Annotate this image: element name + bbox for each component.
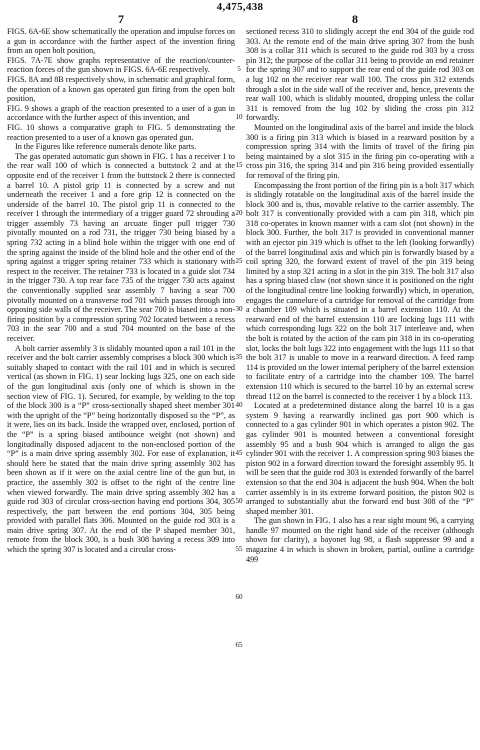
line-number: 5 <box>237 65 241 74</box>
line-number: 35 <box>235 353 243 362</box>
paragraph: FIG. 10 shows a comparative graph to FIG. 5 demonstrating the reaction presented to a user of a known gas operated gun. <box>7 122 235 142</box>
paragraph: FIG. 9 shows a graph of the reaction presented to a user of a gun in accordance with the further aspect of this invention, and <box>7 103 235 123</box>
paragraph: sectioned recess 310 to slidingly accept the end 304 of the guide rod 303. At the remote end of the main drive spring 307 from the bush 308 is a collar 311 which is secured to the guide rod 303 by a cross pin 312; the purpose of the collar 311 being to provide an end retainer for the spring 307 and to support the rear end of the guide rod 303 on a lug 102 on the receiver rear wall 100. The cross pin 312 extends through a slot in the side wall of the receiver and, hence, prevents the rear wall 100, which is slidably mounted, dropping unless the collar 311 is removed from the lug 102 by sliding the cross pin 312 forwardly. <box>246 27 474 123</box>
line-number: 45 <box>235 449 243 458</box>
line-number: 65 <box>235 641 243 650</box>
left-text-column <box>7 27 235 555</box>
page-number-left: 7 <box>118 12 124 26</box>
paragraph: In the Figures like reference numerals denote like parts. <box>15 142 197 152</box>
page-number-right: 8 <box>352 12 358 26</box>
paragraph: Mounted on the longitudinal axis of the barrel and inside the block 300 is a firing pin 313 which is biased in a rearward position by a compression spring 314 with the limits of travel of the firing pin being maintained by a slot 315 in the firing pin co-operating with a cross pin 316, the spring 314 and pin 316 being provided essentially for removal of the firing pin. <box>246 122 474 180</box>
paragraph: Located at a predetermined distance along the barrel 10 is a gas system 9 having a rearwardly inclined gas port 900 which is connected to a gas cylinder 901 in which operates a piston 902. The gas cylinder 901 is mounted between a conventional foresight assembly 95 and a bush 904 which is arranged to align the gas cylinder 901 with the receiver 1. A compression spring 903 biases the piston 902 in a forward direction toward the foresight assembly 95. It will be seen that the guide rod 303 is extended forwardly of the barrel extension so that the end 304 is adjacent the bush 904. When the bolt carrier assembly is in its extreme forward position, the piston 902 is arranged to substantially abut the forward end bust 308 of the “P” shaped member 301. <box>246 401 474 516</box>
right-text-column <box>246 27 474 564</box>
line-number: 20 <box>235 209 243 218</box>
line-number: 25 <box>235 257 243 266</box>
line-number: 60 <box>235 593 243 602</box>
line-number: 40 <box>235 401 243 410</box>
paragraph: FIGS. 7A-7E show graphs representative of the reaction/counter-reaction forces of the gun shown in FIGS. 6A-6E respectively. <box>7 55 235 75</box>
paragraph: FIGS. 6A-6E show schematically the operation and impulse forces on a gun in accordance with the further aspect of the invention firing from an open bolt position, <box>7 27 235 56</box>
paragraph: A bolt carrier assembly 3 is slidably mounted upon a rail 101 in the receiver and the bolt carrier assembly comprises a block 300 which is suitably shaped to contact with the rail 101 and in which is secured vertical (as shown in FIG. 1) sear locking lugs 325, one on each side of the gun longitudinal axis (only one of which is shown in the section view of FIG. 1). Secured, for example, by welding to the top of the block 300 is a “P” cross-sectionally shaped sheet member 301 with the upright of the “P” being horizontally disposed so the “P”, as it were, lies on its back. Inside the wrapped over, enclosed, portion of the “P” is a spring biased antibounce weight (not shown) and longitudinally disposed adjacent to the non-enclosed portion of the “P” is a main drive spring assembly 302. For ease of explanation, it should here be stated that the main drive spring assembly 302 has been shown as if it were on the axial centre line of the gun but, in practice, the assembly 302 is offset to the right of the centre line when viewed forwardly. The main drive spring assembly 302 has a guide rod 303 of circular cross-section having end portions 304, 305 respectively, the part between the end portions 304, 305 being provided with parallel flats 306. Mounted on the guide rod 303 is a main drive spring 307. At the end of the P shaped member 301, remote from the block 300, is a bush 308 having a recess 309 into which the spring 307 is located and a circular cross- <box>7 343 235 555</box>
line-number: 15 <box>235 161 243 170</box>
line-number: 50 <box>235 497 243 506</box>
line-number: 10 <box>235 113 243 122</box>
line-number: 30 <box>235 305 243 314</box>
paragraph: The gas operated automatic gun shown in FIG. 1 has a receiver 1 to the rear wall 100 of which is connected a buttstock 2 and at the opposite end of the receiver 1 from the buttstock 2 there is connected a barrel 10. A pistol grip 11 is connected by a screw and nut underneath the receiver 1 and a fore grip 12 is connected on the underside of the barrel 10. The pistol grip 11 is connected to the receiver 1 through the intermediary of a trigger guard 72 shrouding a trigger assembly 73 having an arcuate finger pull trigger 730 pivotally mounted on a rod 731, the trigger 730 being biased by a spring 732 acting in a blind hole within the trigger with one end of the spring against the inside of the blind hole and the other end of the spring against a trigger spring retainer 733 which is stationary with respect to the receiver. The retainer 733 is located in a guide slot 734 in the trigger 730. A top rear face 735 of the trigger 730 acts against the conventionally supplied sear assembly 7 having a sear 700 pivotally mounted on a transverse rod 701 which passes through into opposing side walls of the receiver. The sear 700 is biased into a non-firing position by a compression spring 702 located between a recess 703 in the sear 700 and a stud 704 mounted on the base of the receiver. <box>7 151 235 343</box>
page-header <box>0 0 480 26</box>
paragraph: The gun shown in FIG. 1 also has a rear sight mount 96, a carrying handle 97 mounted on the right hand side of the receiver (although shown for clarity), a bayonet lug 98, a flash suppressor 99 and a magazine 4 in which is shown in broken, partial, outline a cartridge 499 <box>246 516 474 564</box>
paragraph: FIGS. 8A and 8B respectively show, in schematic and graphical form, the operation of a known gas operated gun firing from the open bolt position, <box>7 74 235 104</box>
line-number: 55 <box>235 545 243 554</box>
paragraph: Encompassing the front portion of the firing pin is a bolt 317 which is slidingly rotatable on the longitudinal axis of the barrel inside the block 300 and is, thus, movable relative to the carrier assembly. The bolt 317 is conventionally provided with a cam pin 318, which pin 318 co-operates in known manner with a cam slot (not shown) in the block 300. Further, the bolt 317 is provided in conventional manner with an ejector pin 319 which is offset to the left (looking forwardly) of the barrel longitudinal axis and which pin is forwardly biased by a coil spring 320, the forward extent of travel of the pin 319 being limited by a stop 321 acting in a slot in the pin 319. The bolt 317 also has a spring biased claw (not shown since it is positioned on the right of the longitudinal centre line looking forwardly) which, in operation, engages the cannelure of a cartridge for removal of the cartridge from a chamber 109 which is situated in a barrel extension 110. At the rearward end of the barrel extension 110 are locking lugs 111 with which corresponding lugs 322 on the bolt 317 interleave and, when the bolt is rotated by the action of the cam pin 318 in its co-operating slot, locks the bolt lugs 322 into engagement with the lugs 111 so that the bolt 317 is unable to move in a rearward direction. A feed ramp 114 is provided on the lower internal periphery of the barrel extension to facilitate entry of a cartridge into the chamber 109. The barrel extension 110 which is secured to the barrel 10 by an external screw thread 112 on the barrel is connected to the receiver 1 by a block 113. <box>246 180 474 401</box>
patent-number: 4,475,438 <box>216 1 264 13</box>
